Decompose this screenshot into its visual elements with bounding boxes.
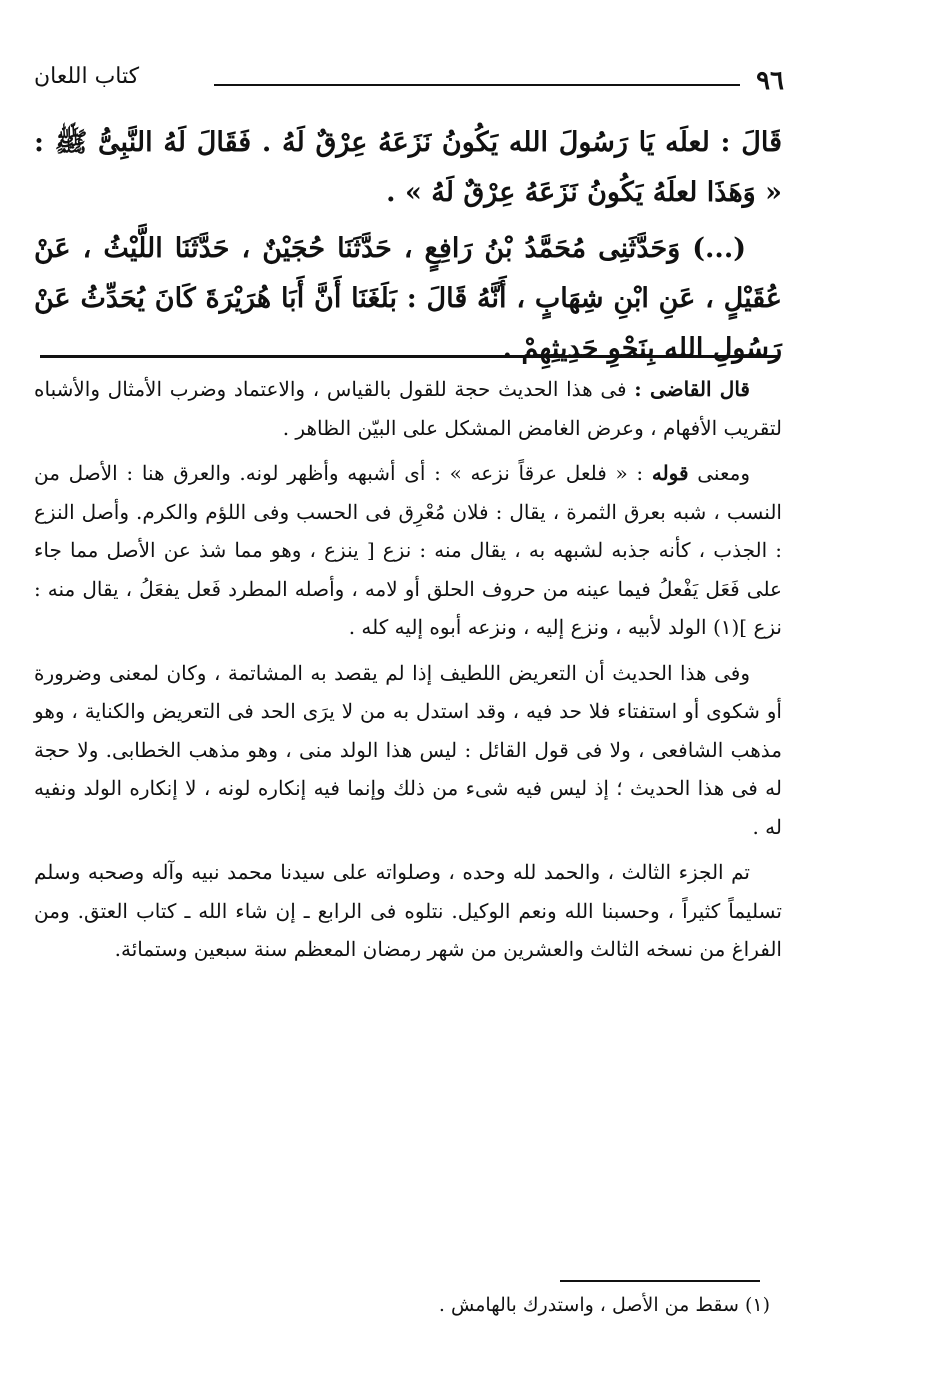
commentary-paragraph <box>34 370 782 447</box>
commentary-paragraph <box>34 454 782 647</box>
commentary-paragraph: وفى هذا الحديث أن التعريض اللطيف إذا لم يقصد به المشاتمة ، وكان لمعنى وضرورة أو شكوى أو استفتاء فلا حد فيه ، وقد استدل به من لا يرَى الحد فى التعريض والكناية ، وهو مذهب الشافعى ، ولا فى قول القائل : ليس هذا الولد منى ، وهو مذهب الخطابى. ولا حجة له فى هذا الحديث ؛ إذ ليس فيه شىء من ذلك وإنما فيه إنكاره لونه ، لا إنكاره الولد ونفيه له . <box>34 660 782 839</box>
hadith-text <box>34 118 782 380</box>
running-header <box>34 58 784 98</box>
header-rule <box>214 84 740 86</box>
commentary-body: فى هذا الحديث حجة للقول بالقياس ، والاعتماد وضرب الأمثال والأشباه لتقريب الأفهام ، وعرض الغامض المشكل على البيّن الظاهر . <box>34 377 782 440</box>
running-title: كتاب اللعان <box>34 64 140 89</box>
footnote-rule <box>560 1280 760 1282</box>
footnote: (١) سقط من الأصل ، واستدرك بالهامش . <box>438 1294 770 1316</box>
commentary-lead: قوله <box>651 461 689 485</box>
section-divider <box>40 355 780 358</box>
commentary-lead: قال القاضى : <box>634 377 750 401</box>
page-number: ٩٦ <box>756 66 784 96</box>
commentary-text <box>34 370 782 976</box>
colophon-paragraph: تم الجزء الثالث ، والحمد لله وحده ، وصلواته على سيدنا محمد نبيه وآله وصحبه وسلم تسليماً كثيراً ، وحسبنا الله ونعم الوكيل. نتلوه فى الرابع ـ إن شاء الله ـ كتاب العتق. ومن الفراغ من نسخه الثالث والعشرين من شهر رمضان المعظم سنة سبعين وستمائة. <box>34 860 782 961</box>
commentary-body: : « فلعل عرقاً نزعه » : أى أشبهه وأظهر لونه. والعرق هنا : الأصل من النسب ، شبه بعرق الثمرة ، يقال : فلان مُعْرِق فى الحسب وفى اللؤم والكرم. وأصل النزع : الجذب ، كأنه جذبه لشبهه به ، يقال منه : نزع [ ينزع ، وهو مما شذ عن الأصل مما جاء على فَعَل يَفْعلُ فيما عينه من حروف الحلق أو لامه ، وأصله المطرد فَعل يفعَلُ ، يقال منه : نزع ](١) الولد لأبيه ، ونزع إليه ، ونزعه أبوه إليه كله . <box>34 461 782 639</box>
hadith-paragraph: قَالَ : لعلَه يَا رَسُولَ الله يَكُونُ نَزَعَهُ عِرْقٌ لَهُ . فَقَالَ لَهُ النَّبِىُّ ﷺ : « وَهَذَا لعلَهُ يَكُونُ نَزَعَهُ عِرْقٌ لَهُ » . <box>34 127 782 208</box>
hadith-paragraph: (...) وَحَدَّثَنِى مُحَمَّدُ بْنُ رَافِعٍ ، حَدَّثَنَا حُجَيْنٌ ، حَدَّثَنَا اللَّيْثُ ، عَنْ عُقَيْلٍ ، عَنِ ابْنِ شِهَابٍ ، أَنَّهُ قَالَ : بَلَغَنَا أَنَّ أَبَا هُرَيْرَةَ كَانَ يُحَدِّثُ عَنْ رَسُولِ الله بِنَحْوِ حَدِيثِهِمْ . <box>34 233 782 364</box>
commentary-prefix: ومعنى <box>688 461 750 485</box>
